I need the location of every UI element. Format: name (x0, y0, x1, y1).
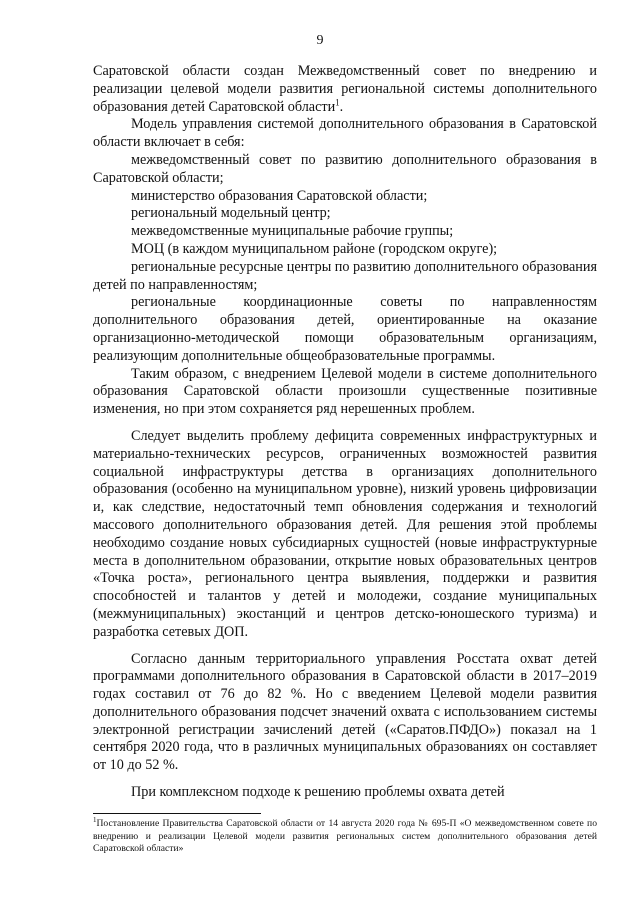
paragraph-complex-approach: При комплексном подходе к решению проблемы охвата детей (131, 784, 505, 801)
paragraph-rosstat-coverage: Согласно данным территориального управления Росстата охват детей программами дополнительного образования в Саратовской области в 2017–2019 годах составил от 76 до 82 %. Но с введением Целевой модели развития дополнительного образования подсчет значений охвата с использованием системы электронной регистрации зачислений детей («Саратов.ПФДО») показал на 1 сентября 2020 года, что в различных муниципальных образованиях он составляет от 10 до 52 %. (93, 650, 597, 774)
paragraph-council-creation (93, 63, 597, 116)
footnote (93, 815, 597, 856)
footnote-marker: 1 (93, 815, 97, 824)
paragraph-text: Саратовской области создан Межведомственный совет по внедрению и реализации целевой модели развития региональной системы дополнительного образования детей Саратовской области (93, 63, 597, 115)
list-item-coordination-councils: региональные координационные советы по направленностям дополнительного образования детей, ориентированные на оказание организационно-методической помощи образовательным организациям, реализующим дополнительные общеобразовательные программы. (93, 294, 597, 364)
list-item-working-groups: межведомственные муниципальные рабочие группы; (131, 223, 454, 240)
footnote-divider (93, 813, 261, 814)
list-item-ministry: министерство образования Саратовской области; (131, 187, 428, 204)
list-item-resource-centers: региональные ресурсные центры по развитию дополнительного образования детей по направленностям; (93, 258, 597, 293)
footnote-text: Постановление Правительства Саратовской области от 14 августа 2020 года № 695-П «О межведомственном совете по внедрению и реализации Целевой модели развития региональных систем дополнительного образования детей Саратовской области» (93, 818, 597, 855)
paragraph-tail: . (339, 98, 344, 115)
body-text (93, 63, 597, 802)
list-item-interagency-council: межведомственный совет по развитию дополнительного образования в Саратовской области; (93, 151, 597, 186)
list-item-model-center: региональный модельный центр; (131, 205, 331, 222)
paragraph-management-model: Модель управления системой дополнительного образования в Саратовской области включает в себя: (93, 116, 597, 151)
footnote-reference: 1 (335, 96, 340, 107)
page-number: 9 (316, 33, 324, 48)
list-item-moc: МОЦ (в каждом муниципальном районе (городском округе); (131, 240, 498, 257)
paragraph-conclusion: Таким образом, с внедрением Целевой модели в системе дополнительного образования Саратовской области произошли существенные позитивные изменения, но при этом сохраняется ряд нерешенных проблем. (93, 365, 597, 418)
paragraph-infrastructure-problem: Следует выделить проблему дефицита современных инфраструктурных и материально-технических ресурсов, ограниченных возможностей развития социальной инфраструктуры детства в организациях дополнительного образования (особенно на муниципальном уровне), низкий уровень цифровизации и, как следствие, недостаточный темп обновления содержания и технологий массового дополнительного образования детей. Для решения этой проблемы необходимо создание новых субсидиарных сущностей (новые инфраструктурные места в дополнительном образовании, открытие новых образовательных центров «Точка роста», регионального центра выявления, поддержки и развития способностей и талантов у детей и молодежи, создание муниципальных (межмуниципальных) экостанций и центров детско-юношеского туризма) и разработка сетевых ДОП. (93, 427, 597, 640)
